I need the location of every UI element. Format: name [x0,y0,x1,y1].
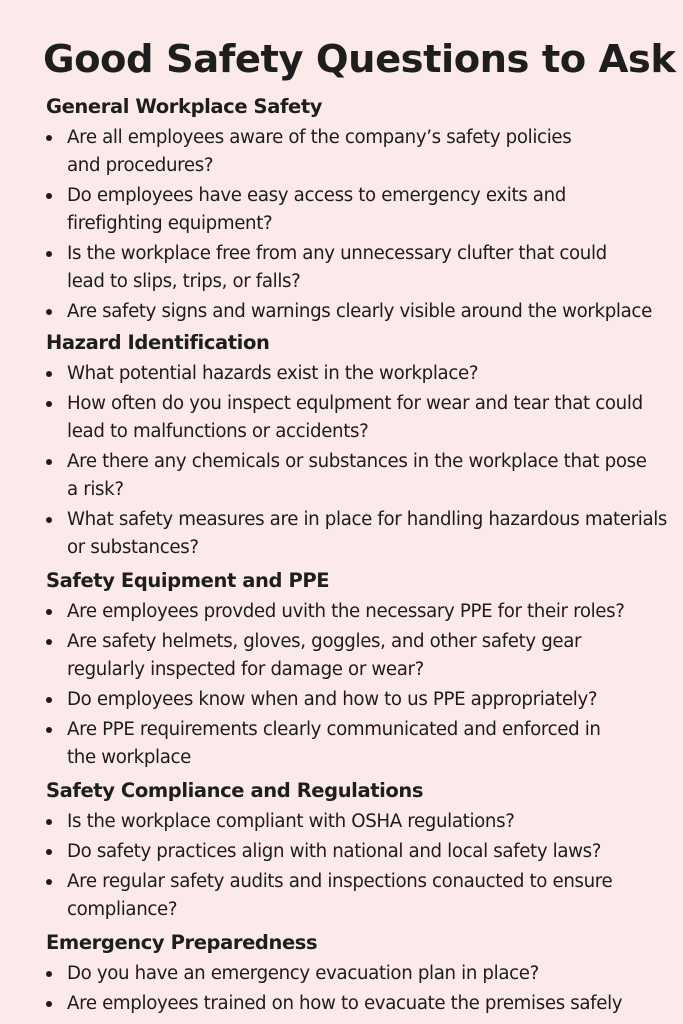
question-list [46,360,673,562]
bullet-icon [46,879,52,885]
bullet-icon [46,459,52,465]
list-item-text: regularly inspected for damage or wear? [67,659,424,680]
sections-container [46,90,673,1018]
list-item-text: and procedures? [67,155,214,176]
list-item-text: Are safety signs and warnings clearly visible around the workplace [67,301,652,322]
section [46,564,673,772]
section-heading: Safety Compliance and Regulations [46,779,424,802]
list-item-text: a risk? [67,479,124,500]
list-item-text: What safety measures are in place for handling hazardous materials [67,509,668,530]
list-item-text: Is the workplace free from any unnecessary clufter that could [67,243,607,264]
section [46,926,673,1018]
list-item-text: Are employees trained on how to evacuate the premises safely [67,993,623,1014]
list-item-text: lead to malfunctions or accidents? [67,421,369,442]
bullet-icon [46,401,52,407]
bullet-icon [46,1001,52,1007]
question-list [46,124,673,326]
bullet-icon [46,309,52,315]
section-heading: Hazard Identification [46,331,270,354]
section [46,774,673,924]
list-item-text: firefighting equipment? [67,213,273,234]
list-item [46,240,673,296]
list-item-text: or substances? [67,537,199,558]
list-item [46,628,673,684]
list-item-text: compliance? [67,899,178,920]
section-heading: Safety Equipment and PPE [46,569,330,592]
list-item [46,360,673,388]
list-item [46,716,673,772]
question-list [46,808,673,924]
bullet-icon [46,609,52,615]
question-list [46,960,673,1018]
list-item-text: How often do you inspect equlpment for wear and tear that could [67,393,643,414]
list-item-text: Do employees have easy access to emergency exits and [67,185,566,206]
list-item [46,182,673,238]
list-item-text: the workplace [67,747,192,768]
list-item-text: Are PPE requirements clearly communicated and enforced in [67,719,601,740]
list-item-text: Is the workplace compliant with OSHA regulations? [67,811,515,832]
list-item [46,868,673,924]
bullet-icon [46,819,52,825]
list-item-text: Do you have an emergency evacuation plan in place? [67,963,539,984]
list-item [46,990,673,1018]
list-item-text: Are there any chemicals or substances in the workplace that pose [67,451,647,472]
section [46,90,673,326]
bullet-icon [46,371,52,377]
section [46,326,673,562]
list-item [46,506,673,562]
list-item [46,686,673,714]
bullet-icon [46,639,52,645]
question-list [46,598,673,772]
list-item-text: Do employees know when and how to us PPE appropriately? [67,689,598,710]
list-item-text: Do safety practices align with national and local safety laws? [67,841,602,862]
list-item [46,598,673,626]
bullet-icon [46,193,52,199]
page-title: Good Safety Questions to Ask [43,37,676,82]
bullet-icon [46,135,52,141]
bullet-icon [46,251,52,257]
list-item-text: Are all employees aware of the company’s safety policies [67,127,572,148]
list-item-text: Are safety helmets, gloves, goggles, and other safety gear [67,631,582,652]
section-heading: Emergency Preparedness [46,931,318,954]
list-item-text: lead to slips, trips, or falls? [67,271,301,292]
list-item [46,960,673,988]
bullet-icon [46,849,52,855]
list-item [46,298,673,326]
list-item-text: What potential hazards exist in the workplace? [67,363,479,384]
section-heading: General Workplace Safety [46,95,323,118]
list-item [46,808,673,836]
bullet-icon [46,517,52,523]
list-item-text: Are employees provded uvith the necessary PPE for their roles? [67,601,625,622]
list-item [46,390,673,446]
bullet-icon [46,727,52,733]
bullet-icon [46,697,52,703]
list-item-text: Are regular safety audits and inspections conaucted to ensure [67,871,613,892]
list-item [46,838,673,866]
list-item [46,124,673,180]
bullet-icon [46,971,52,977]
list-item [46,448,673,504]
